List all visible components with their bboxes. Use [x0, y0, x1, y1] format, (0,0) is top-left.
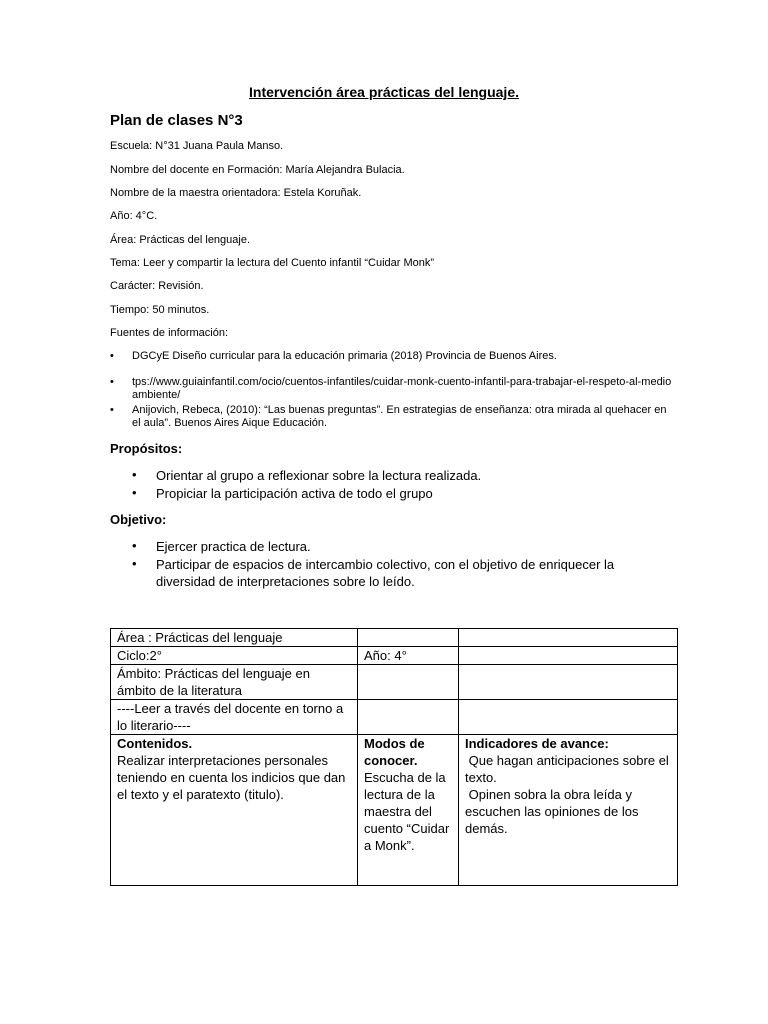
indicadores-heading: Indicadores de avance:	[465, 736, 609, 751]
info-tema: Tema: Leer y compartir la lectura del Cuento infantil “Cuidar Monk”	[110, 257, 435, 269]
info-anio: Año: 4°C.	[110, 210, 158, 222]
bullet-icon: •	[132, 538, 137, 553]
table-row	[111, 629, 678, 647]
table-cell-empty	[459, 665, 678, 700]
source-link[interactable]: tps://www.guiainfantil.com/ocio/cuentos-infantiles/cuidar-monk-cuento-infantil-para-trabajar-el-respeto-al-medioambiente/	[132, 376, 672, 401]
table-cell-anio: Año: 4°	[358, 647, 459, 665]
bullet-icon: •	[110, 376, 114, 388]
info-caracter: Carácter: Revisión.	[110, 280, 204, 292]
document-title: Intervención área prácticas del lenguaje.	[249, 84, 519, 100]
table-cell-empty	[459, 700, 678, 735]
plan-heading: Plan de clases N°3	[110, 112, 243, 129]
table-cell-empty	[358, 665, 459, 700]
objetivo-text: Ejercer practica de lectura.	[156, 539, 311, 554]
table-cell-ambito: Ámbito: Prácticas del lenguaje en ámbito de la literatura	[111, 665, 358, 700]
bullet-icon: •	[110, 404, 114, 416]
proposito-text: Propiciar la participación activa de todo el grupo	[156, 486, 433, 501]
modos-heading: Modos de conocer.	[364, 736, 425, 768]
indicadores-text: Opinen sobra la obra leída y escuchen las opiniones de los demás.	[465, 787, 643, 836]
table-cell-empty	[459, 647, 678, 665]
proposito-text: Orientar al grupo a reflexionar sobre la lectura realizada.	[156, 468, 482, 483]
objetivo-text: Participar de espacios de intercambio colectivo, con el objetivo de enriquecer la diversidad de interpretaciones sobre lo leído.	[156, 557, 615, 589]
table-cell-ciclo: Ciclo:2°	[111, 647, 358, 665]
table-row	[111, 647, 678, 665]
table-cell-contenidos	[111, 735, 358, 886]
table-row	[111, 665, 678, 700]
indicadores-text: Que hagan anticipaciones sobre el texto.	[465, 753, 673, 785]
propositos-heading: Propósitos:	[110, 441, 183, 456]
table-cell-empty	[358, 629, 459, 647]
table-cell-empty	[358, 700, 459, 735]
table-cell-area: Área : Prácticas del lenguaje	[111, 629, 358, 647]
source-text: DGCyE Diseño curricular para la educación primaria (2018) Provincia de Buenos Aires.	[132, 350, 557, 362]
table-cell-empty	[459, 629, 678, 647]
bullet-icon: •	[132, 467, 137, 482]
contenidos-text: Realizar interpretaciones personales teniendo en cuenta los indicios que dan el texto y el paratexto (titulo).	[117, 753, 346, 802]
info-escuela: Escuela: N°31 Juana Paula Manso.	[110, 140, 284, 152]
info-area: Área: Prácticas del lenguaje.	[110, 234, 251, 246]
contenidos-heading: Contenidos.	[117, 736, 193, 751]
info-fuentes: Fuentes de información:	[110, 327, 229, 339]
objetivo-heading: Objetivo:	[110, 512, 167, 527]
table-cell-indicadores	[459, 735, 678, 886]
bullet-icon: •	[132, 485, 137, 500]
modos-text: Escucha de la lectura de la maestra del cuento “Cuidar a Monk”.	[364, 770, 450, 853]
source-text: Anijovich, Rebeca, (2010): “Las buenas preguntas”. En estrategias de enseñanza: otra mirada al quehacer en el aula”. Buenos Aires Aique Educación.	[132, 404, 667, 429]
bullet-icon: •	[132, 556, 137, 571]
table-cell-modos	[358, 735, 459, 886]
table-row	[111, 700, 678, 735]
info-tiempo: Tiempo: 50 minutos.	[110, 304, 210, 316]
table-row	[111, 735, 678, 886]
plan-table	[110, 628, 678, 886]
bullet-icon: •	[110, 350, 114, 362]
info-maestra: Nombre de la maestra orientadora: Estela Koruñak.	[110, 187, 362, 199]
table-cell-leer: ----Leer a través del docente en torno a lo literario----	[111, 700, 358, 735]
info-docente: Nombre del docente en Formación: María Alejandra Bulacia.	[110, 164, 405, 176]
